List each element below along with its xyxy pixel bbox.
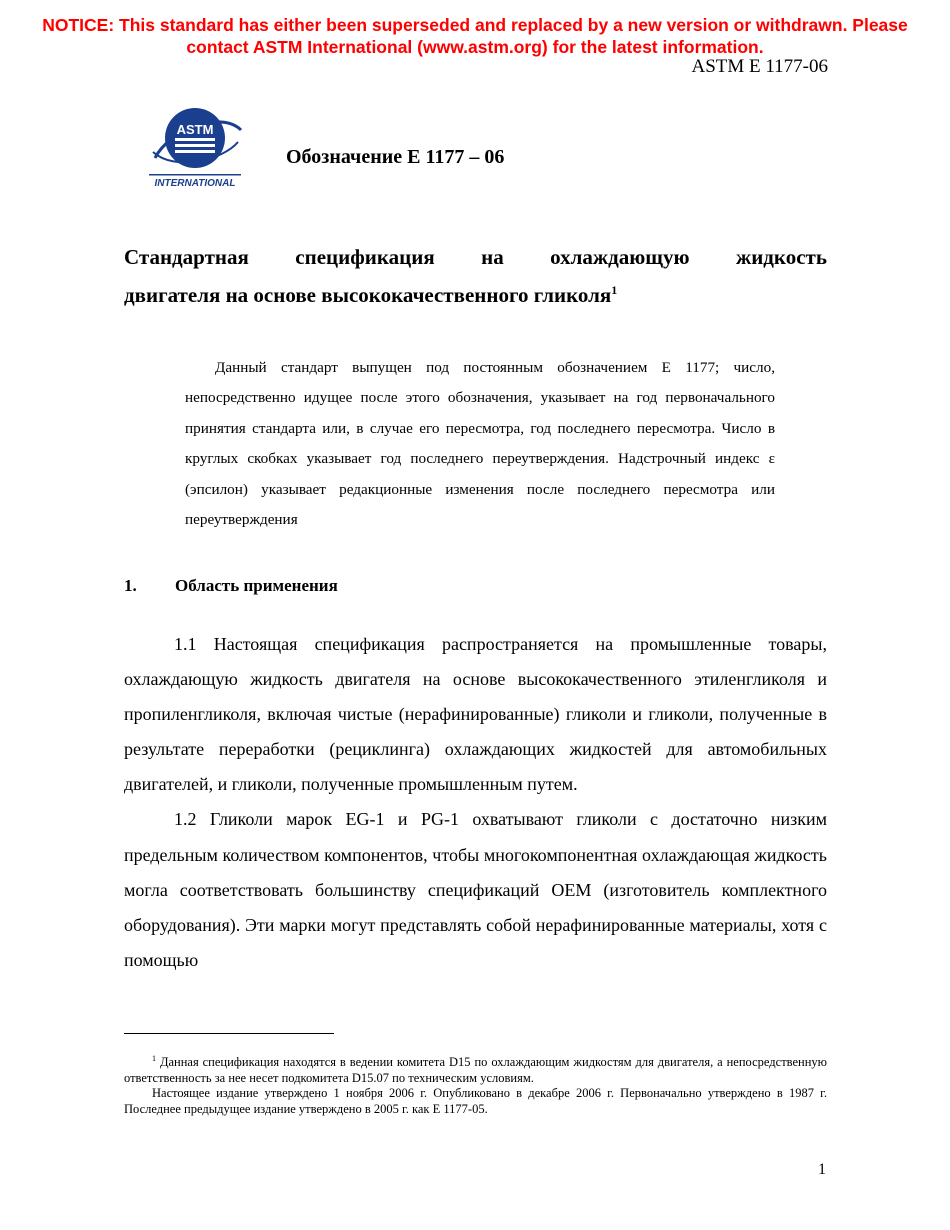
footnotes (124, 1055, 827, 1117)
title-line-2-text: двигателя на основе высококачественного гликоля (124, 283, 612, 307)
footnote-1-text: Данная спецификация находятся в ведении комитета D15 по охлаждающим жидкостям для двигателя, а непосредственную ответственность за нее несет подкомитета D15.07 по техническим условиям. (124, 1055, 828, 1085)
footnote-marker: 1 (152, 1053, 156, 1063)
preface-note (185, 353, 775, 535)
footnote-divider (124, 1033, 334, 1034)
paragraph-1-1: 1.1 Настоящая спецификация распространяется на промышленные товары, охлаждающую жидкость двигателя на основе высококачественного этиленгликоля и пропиленгликоля, включая чистые (нерафинированные) гликоли и гликоли, полученные в результате переработки (рециклинга) охлаждающих жидкостей для автомобильных двигателей, и гликоли, полученные промышленным путем. (124, 634, 827, 795)
paragraph-1-2-container (124, 802, 827, 978)
withdrawal-notice (0, 14, 950, 58)
footnote-2: Настоящее издание утверждено 1 ноября 2006 г. Опубликовано в декабре 2006 г. Первоначально утверждено в 1987 г. Последнее предыдущее издание утверждено в 2005 г. как Е 1177-05. (124, 1086, 827, 1116)
section-number: 1. (124, 576, 137, 595)
section-title: Область применения (175, 576, 338, 595)
page-number: 1 (818, 1161, 826, 1178)
standard-designation: Обозначение Е 1177 – 06 (286, 146, 505, 168)
title-word: охлаждающую (550, 245, 690, 269)
title-word: Стандартная (124, 245, 249, 269)
logo-letters: ASTM (176, 122, 214, 137)
title-line-1 (124, 238, 827, 276)
document-id: ASTM E 1177-06 (691, 56, 828, 77)
document-title (124, 238, 827, 314)
section-body (124, 627, 827, 978)
logo-caption: INTERNATIONAL (154, 178, 236, 189)
title-word: на (481, 245, 504, 269)
paragraph-1-2: 1.2 Гликоли марок EG-1 и PG-1 охватывают гликоли с достаточно низким предельным количеством компонентов, чтобы многокомпонентная охлаждающая жидкость могла соответствовать большинству спецификаций OEM (изготовитель комплектного оборудования). Эти марки могут представлять собой нерафинированные материалы, хотя с помощью (124, 809, 827, 970)
title-line-2 (124, 276, 827, 314)
notice-line-1: NOTICE: This standard has either been superseded and replaced by a new version or withdrawn. Please (42, 15, 908, 35)
footnote-1 (124, 1055, 827, 1086)
title-footnote-ref[interactable]: 1 (611, 283, 618, 297)
section-heading (124, 576, 338, 596)
astm-international-logo (145, 100, 245, 192)
logo-emblem (153, 108, 241, 168)
title-word: жидкость (735, 245, 827, 269)
title-word: спецификация (295, 245, 435, 269)
preface-text: Данный стандарт выпущен под постоянным обозначением Е 1177; число, непосредственно идущее после этого обозначения, указывает на год первоначального принятия стандарта или, в случае его пересмотра, год последнего пересмотра. Число в круглых скобках указывает год последнего переутверждения. Надстрочный индекс ε (эпсилон) указывает редакционные изменения после последнего пересмотра или переутверждения (185, 359, 775, 529)
notice-line-2: contact ASTM International (www.astm.org) for the latest information. (186, 37, 764, 57)
